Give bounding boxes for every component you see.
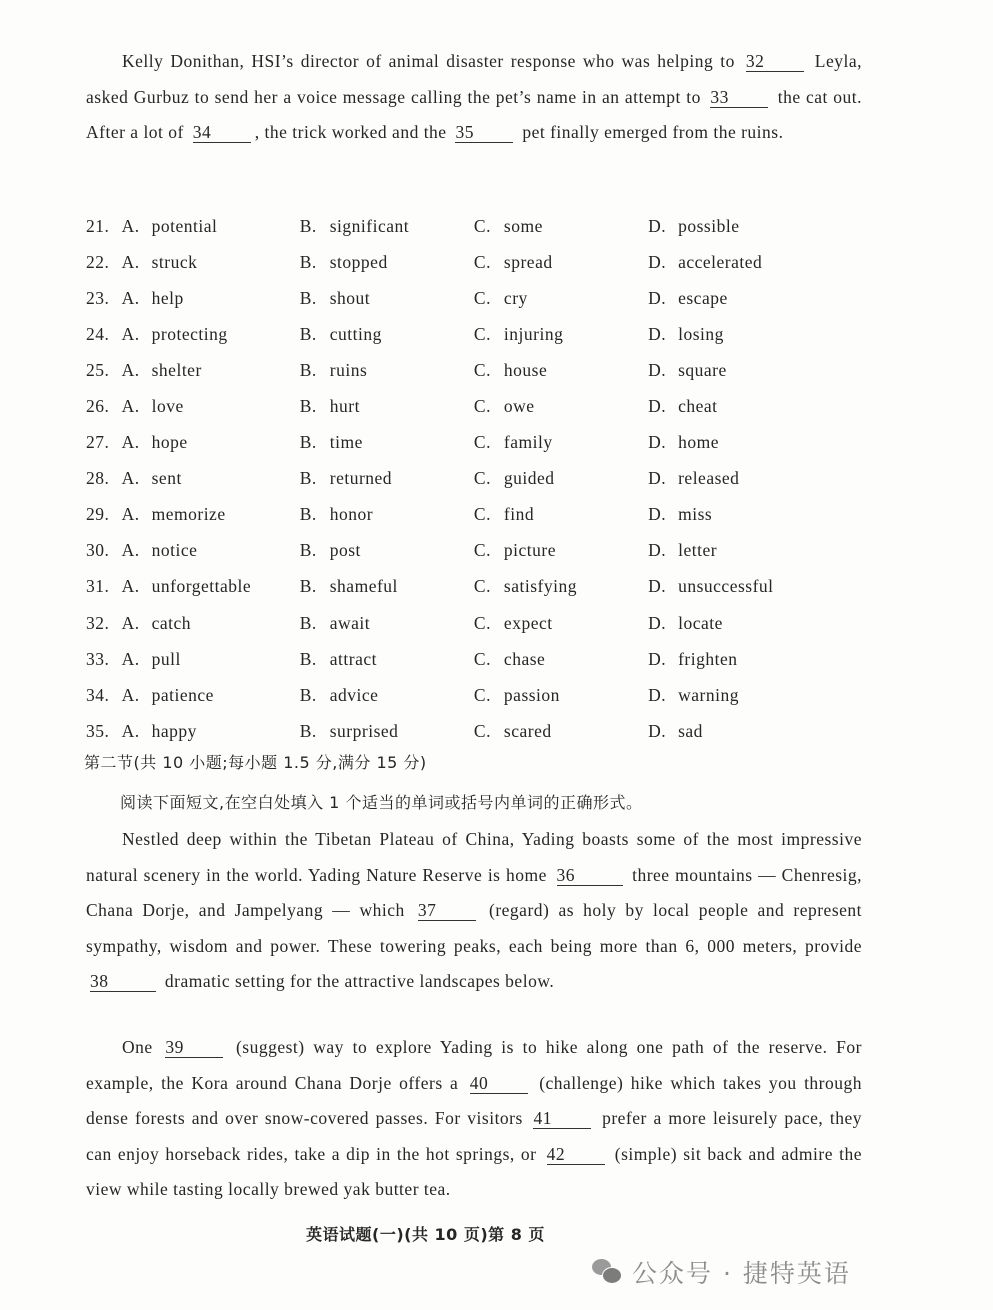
option-a	[122, 288, 300, 309]
option-text: family	[503, 432, 553, 453]
option-letter: D.	[648, 323, 667, 344]
option-a	[122, 576, 300, 597]
option-letter: B.	[299, 720, 317, 741]
option-c	[474, 721, 648, 742]
passage-text: (simple) sit back and admire the view while tasting locally brewed yak butter tea.	[86, 1143, 863, 1199]
option-d	[648, 432, 846, 453]
option-text: ruins	[329, 359, 368, 380]
option-text: guided	[503, 468, 555, 489]
option-d	[648, 252, 846, 273]
question-row	[86, 569, 846, 605]
option-b	[300, 685, 474, 706]
blank-35: 35	[455, 122, 513, 143]
option-letter: D.	[648, 612, 667, 633]
option-letter: A.	[121, 432, 140, 453]
option-letter: A.	[121, 323, 140, 344]
option-b	[300, 649, 474, 670]
option-c	[474, 324, 648, 345]
option-b	[300, 468, 474, 489]
option-letter: D.	[648, 504, 667, 525]
option-letter: C.	[473, 504, 491, 525]
option-text: love	[151, 396, 184, 417]
option-letter: B.	[299, 648, 317, 669]
option-text: home	[678, 432, 719, 453]
option-letter: B.	[299, 684, 317, 705]
option-b	[300, 540, 474, 561]
option-text: some	[503, 215, 543, 236]
blank-34: 34	[193, 122, 251, 143]
option-d	[648, 685, 846, 706]
option-a	[122, 432, 300, 453]
question-row	[86, 425, 846, 461]
option-text: struck	[151, 251, 198, 272]
option-a	[122, 504, 300, 525]
question-row	[86, 316, 846, 352]
option-b	[300, 216, 474, 237]
option-letter: C.	[473, 323, 491, 344]
blank-42: 42	[547, 1144, 605, 1165]
option-d	[648, 468, 846, 489]
option-letter: A.	[121, 504, 140, 525]
option-text: square	[678, 359, 727, 380]
passage-text: (regard) as holy by local people and represent sympathy, wisdom and power. These towering peaks, each being more than 6, 000 meters, provide	[86, 900, 863, 956]
option-text: miss	[678, 504, 713, 525]
option-letter: A.	[121, 287, 140, 308]
question-number: 30.	[86, 540, 110, 561]
question-number: 35.	[86, 720, 110, 741]
option-text: released	[678, 468, 740, 489]
option-letter: D.	[648, 720, 667, 741]
option-c	[474, 649, 648, 670]
option-d	[648, 360, 846, 381]
question-row	[86, 280, 846, 316]
passage-paragraph-yading-2	[86, 1030, 862, 1208]
blank-36: 36	[557, 865, 623, 886]
option-b	[300, 324, 474, 345]
option-letter: D.	[648, 468, 667, 489]
watermark	[592, 1254, 851, 1290]
option-text: warning	[678, 684, 739, 705]
option-text: frighten	[678, 648, 738, 669]
option-text: passion	[503, 684, 560, 705]
option-text: post	[329, 540, 361, 561]
option-a	[122, 468, 300, 489]
option-letter: A.	[121, 612, 140, 633]
option-text: spread	[503, 251, 553, 272]
option-text: significant	[329, 215, 410, 236]
passage-text: three mountains — Chenresig, Chana Dorje, and Jampelyang — which	[86, 864, 863, 920]
option-letter: A.	[121, 359, 140, 380]
question-row	[86, 641, 846, 677]
option-letter: C.	[473, 720, 491, 741]
option-letter: B.	[299, 396, 317, 417]
blank-41: 41	[533, 1108, 591, 1129]
option-letter: D.	[648, 432, 667, 453]
option-letter: C.	[473, 359, 491, 380]
option-text: returned	[329, 468, 393, 489]
option-letter: C.	[473, 468, 491, 489]
option-text: shameful	[329, 576, 398, 597]
option-letter: C.	[473, 684, 491, 705]
option-c	[474, 468, 648, 489]
question-row	[86, 208, 846, 244]
question-number: 21.	[86, 215, 110, 236]
passage-text: prefer a more leisurely pace, they can enjoy horseback rides, take a dip in the hot springs, or	[86, 1108, 862, 1164]
option-d	[648, 721, 846, 742]
passage-text: Kelly Donithan, HSI’s director of animal disaster response who was helping to	[122, 51, 735, 71]
section-title: 第二节(共 10 小题;每小题 1.5 分,满分 15 分)	[84, 753, 427, 772]
option-text: cheat	[678, 396, 718, 417]
question-number: 22.	[86, 251, 110, 272]
option-text: unsuccessful	[678, 576, 774, 597]
blank-33: 33	[710, 87, 768, 108]
question-number: 25.	[86, 359, 110, 380]
option-letter: A.	[121, 215, 140, 236]
option-text: expect	[503, 612, 553, 633]
question-row	[86, 677, 846, 713]
option-letter: C.	[473, 396, 491, 417]
passage-text: (challenge) hike which takes you through dense forests and over snow-covered passes. For visitors	[86, 1072, 863, 1128]
option-text: memorize	[151, 504, 226, 525]
option-b	[300, 360, 474, 381]
option-b	[300, 613, 474, 634]
option-letter: B.	[299, 323, 317, 344]
passage-paragraph-intro	[86, 44, 862, 151]
question-number: 27.	[86, 432, 110, 453]
option-d	[648, 613, 846, 634]
option-letter: D.	[648, 648, 667, 669]
option-letter: D.	[648, 396, 667, 417]
option-letter: D.	[648, 251, 667, 272]
passage-text: Nestled deep within the Tibetan Plateau of China, Yading boasts some of the most impressive natural scenery in the world. Yading Nature Reserve is home	[86, 829, 862, 885]
option-text: scared	[503, 720, 552, 741]
option-a	[122, 721, 300, 742]
option-letter: B.	[299, 540, 317, 561]
passage-text: dramatic setting for the attractive landscapes below.	[164, 971, 555, 991]
passage-paragraph-yading-1	[86, 822, 862, 1000]
option-letter: B.	[299, 576, 317, 597]
option-d	[648, 396, 846, 417]
option-c	[474, 396, 648, 417]
option-letter: A.	[121, 648, 140, 669]
option-letter: A.	[121, 684, 140, 705]
option-a	[122, 324, 300, 345]
option-b	[300, 252, 474, 273]
option-text: honor	[329, 504, 374, 525]
option-text: injuring	[503, 323, 564, 344]
option-letter: B.	[299, 287, 317, 308]
option-d	[648, 216, 846, 237]
option-letter: B.	[299, 468, 317, 489]
option-text: letter	[678, 540, 718, 561]
option-text: hurt	[329, 396, 360, 417]
option-letter: D.	[648, 287, 667, 308]
question-number: 23.	[86, 287, 110, 308]
question-number: 33.	[86, 648, 110, 669]
option-letter: A.	[121, 251, 140, 272]
blank-32: 32	[746, 51, 804, 72]
option-letter: D.	[648, 215, 667, 236]
option-letter: A.	[121, 576, 140, 597]
option-c	[474, 432, 648, 453]
option-d	[648, 649, 846, 670]
watermark-text: 公众号 · 捷特英语	[632, 1259, 851, 1288]
question-number: 28.	[86, 468, 110, 489]
wechat-icon	[592, 1259, 622, 1285]
option-text: satisfying	[503, 576, 577, 597]
option-a	[122, 360, 300, 381]
option-a	[122, 649, 300, 670]
option-text: potential	[151, 215, 218, 236]
question-row	[86, 352, 846, 388]
option-text: cutting	[329, 323, 382, 344]
option-b	[300, 721, 474, 742]
option-text: find	[503, 504, 535, 525]
option-c	[474, 576, 648, 597]
option-c	[474, 685, 648, 706]
blank-40: 40	[470, 1073, 528, 1094]
question-row	[86, 605, 846, 641]
option-letter: B.	[299, 432, 317, 453]
option-c	[474, 613, 648, 634]
question-row	[86, 461, 846, 497]
option-text: owe	[503, 396, 535, 417]
option-letter: C.	[473, 215, 491, 236]
option-a	[122, 540, 300, 561]
option-text: protecting	[151, 323, 228, 344]
option-a	[122, 216, 300, 237]
option-letter: B.	[299, 215, 317, 236]
option-c	[474, 540, 648, 561]
question-row	[86, 497, 846, 533]
passage-text: , the trick worked and the	[254, 122, 447, 142]
option-letter: A.	[121, 720, 140, 741]
passage-text: pet finally emerged from the ruins.	[522, 122, 784, 142]
option-letter: D.	[648, 359, 667, 380]
option-text: await	[329, 612, 371, 633]
option-d	[648, 504, 846, 525]
option-letter: B.	[299, 251, 317, 272]
blank-38: 38	[90, 971, 156, 992]
option-letter: C.	[473, 251, 491, 272]
passage-text: Leyla, asked Gurbuz to send her a voice message calling the pet’s name in an attempt to	[86, 51, 863, 107]
option-text: catch	[151, 612, 192, 633]
option-text: happy	[151, 720, 197, 741]
option-letter: C.	[473, 540, 491, 561]
option-text: cry	[503, 287, 528, 308]
blank-37: 37	[418, 900, 476, 921]
option-text: stopped	[329, 251, 388, 272]
option-letter: C.	[473, 576, 491, 597]
option-c	[474, 216, 648, 237]
option-b	[300, 288, 474, 309]
option-letter: D.	[648, 576, 667, 597]
option-text: surprised	[329, 720, 399, 741]
option-letter: A.	[121, 396, 140, 417]
option-text: attract	[329, 648, 377, 669]
options-list	[86, 208, 846, 749]
question-row	[86, 388, 846, 424]
option-a	[122, 396, 300, 417]
option-text: time	[329, 432, 363, 453]
option-text: picture	[503, 540, 557, 561]
option-d	[648, 288, 846, 309]
question-row	[86, 713, 846, 749]
option-a	[122, 613, 300, 634]
option-text: escape	[678, 287, 728, 308]
option-text: accelerated	[678, 251, 763, 272]
option-text: losing	[678, 323, 724, 344]
option-letter: D.	[648, 540, 667, 561]
option-letter: B.	[299, 612, 317, 633]
option-c	[474, 288, 648, 309]
question-number: 26.	[86, 396, 110, 417]
option-letter: C.	[473, 612, 491, 633]
question-number: 32.	[86, 612, 110, 633]
page-footer: 英语试题(一)(共 10 页)第 8 页	[306, 1225, 545, 1244]
option-letter: C.	[473, 648, 491, 669]
option-text: hope	[151, 432, 188, 453]
option-c	[474, 504, 648, 525]
option-text: advice	[329, 684, 379, 705]
option-d	[648, 576, 846, 597]
option-text: chase	[503, 648, 546, 669]
passage-text: the cat out. After a lot of	[86, 86, 863, 142]
option-letter: D.	[648, 684, 667, 705]
option-c	[474, 252, 648, 273]
option-text: shout	[329, 287, 371, 308]
option-b	[300, 504, 474, 525]
option-letter: A.	[121, 540, 140, 561]
option-text: notice	[151, 540, 198, 561]
option-letter: B.	[299, 359, 317, 380]
option-text: patience	[151, 684, 214, 705]
passage-text: (suggest) way to explore Yading is to hike along one path of the reserve. For example, the Kora around Chana Dorje offers a	[86, 1037, 862, 1093]
option-b	[300, 576, 474, 597]
option-letter: B.	[299, 504, 317, 525]
option-d	[648, 540, 846, 561]
question-number: 24.	[86, 323, 110, 344]
option-text: locate	[678, 612, 723, 633]
option-b	[300, 432, 474, 453]
blank-39: 39	[165, 1037, 223, 1058]
question-number: 29.	[86, 504, 110, 525]
option-text: house	[503, 359, 548, 380]
passage-text: One	[122, 1037, 153, 1057]
option-letter: C.	[473, 432, 491, 453]
question-number: 31.	[86, 576, 110, 597]
option-a	[122, 685, 300, 706]
option-text: unforgettable	[151, 576, 252, 597]
question-row	[86, 533, 846, 569]
option-c	[474, 360, 648, 381]
section-instruction: 阅读下面短文,在空白处填入 1 个适当的单词或括号内单词的正确形式。	[120, 793, 643, 812]
option-text: sad	[678, 720, 703, 741]
option-letter: C.	[473, 287, 491, 308]
option-b	[300, 396, 474, 417]
option-a	[122, 252, 300, 273]
option-text: pull	[151, 648, 181, 669]
option-text: sent	[151, 468, 182, 489]
option-text: help	[151, 287, 184, 308]
option-d	[648, 324, 846, 345]
option-text: possible	[678, 215, 740, 236]
question-number: 34.	[86, 684, 110, 705]
option-text: shelter	[151, 359, 202, 380]
question-row	[86, 244, 846, 280]
option-letter: A.	[121, 468, 140, 489]
